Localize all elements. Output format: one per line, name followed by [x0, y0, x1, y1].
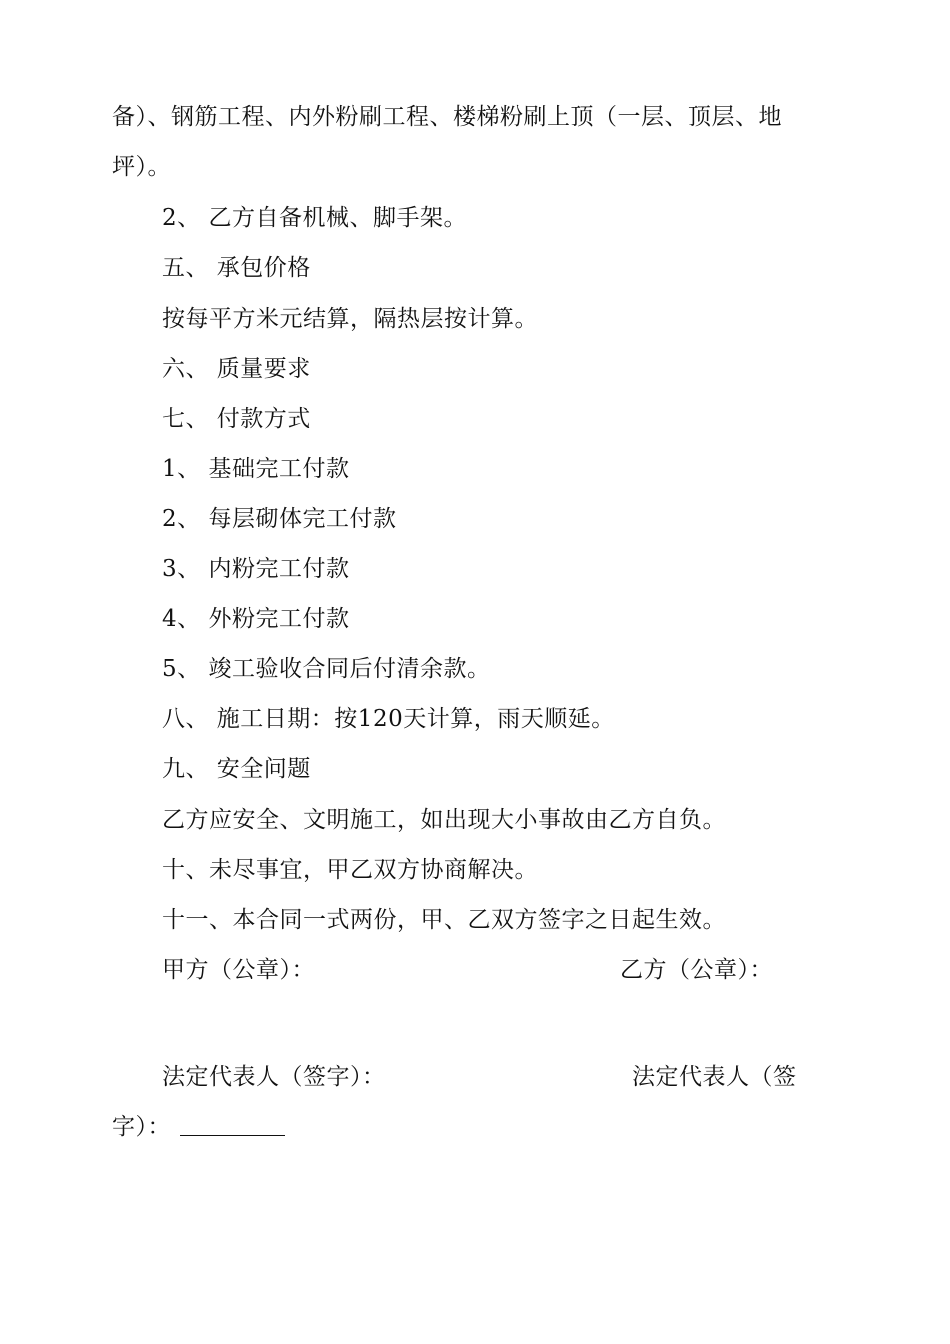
section-heading: 六、 质量要求	[162, 356, 311, 382]
paragraph-line: 备）、钢筋工程、内外粉刷工程、楼梯粉刷上顶（一层、顶层、地	[112, 104, 782, 130]
list-item: 5、 竣工验收合同后付清余款。	[162, 656, 491, 682]
list-item: 1、 基础完工付款	[162, 456, 350, 482]
section-heading: 五、 承包价格	[162, 255, 311, 281]
list-item: 3、 内粉完工付款	[162, 556, 350, 582]
party-b-rep-label: 法定代表人（签	[632, 1064, 797, 1090]
list-item: 4、 外粉完工付款	[162, 606, 350, 632]
section-heading: 七、 付款方式	[162, 406, 311, 432]
paragraph-line: 十一、本合同一式两份，甲、乙双方签字之日起生效。	[162, 907, 726, 933]
list-item: 2、 每层砌体完工付款	[162, 506, 397, 532]
list-item: 2、 乙方自备机械、脚手架。	[162, 205, 467, 231]
section-heading: 八、 施工日期：按120天计算，雨天顺延。	[162, 706, 615, 732]
party-a-rep-label: 法定代表人（签字）：	[162, 1064, 386, 1090]
party-b-seal-label: 乙方（公章）：	[620, 957, 773, 983]
paragraph-line: 坪）。	[112, 154, 171, 180]
section-heading: 九、 安全问题	[162, 756, 311, 782]
party-b-rep-label-cont: 字）：	[112, 1114, 171, 1140]
paragraph-line: 十、未尽事宜，甲乙双方协商解决。	[162, 857, 538, 883]
paragraph-line: 乙方应安全、文明施工，如出现大小事故由乙方自负。	[162, 807, 726, 833]
paragraph-line: 按每平方米元结算，隔热层按计算。	[162, 306, 538, 332]
party-a-seal-label: 甲方（公章）：	[162, 957, 315, 983]
signature-blank-line	[180, 1135, 285, 1136]
